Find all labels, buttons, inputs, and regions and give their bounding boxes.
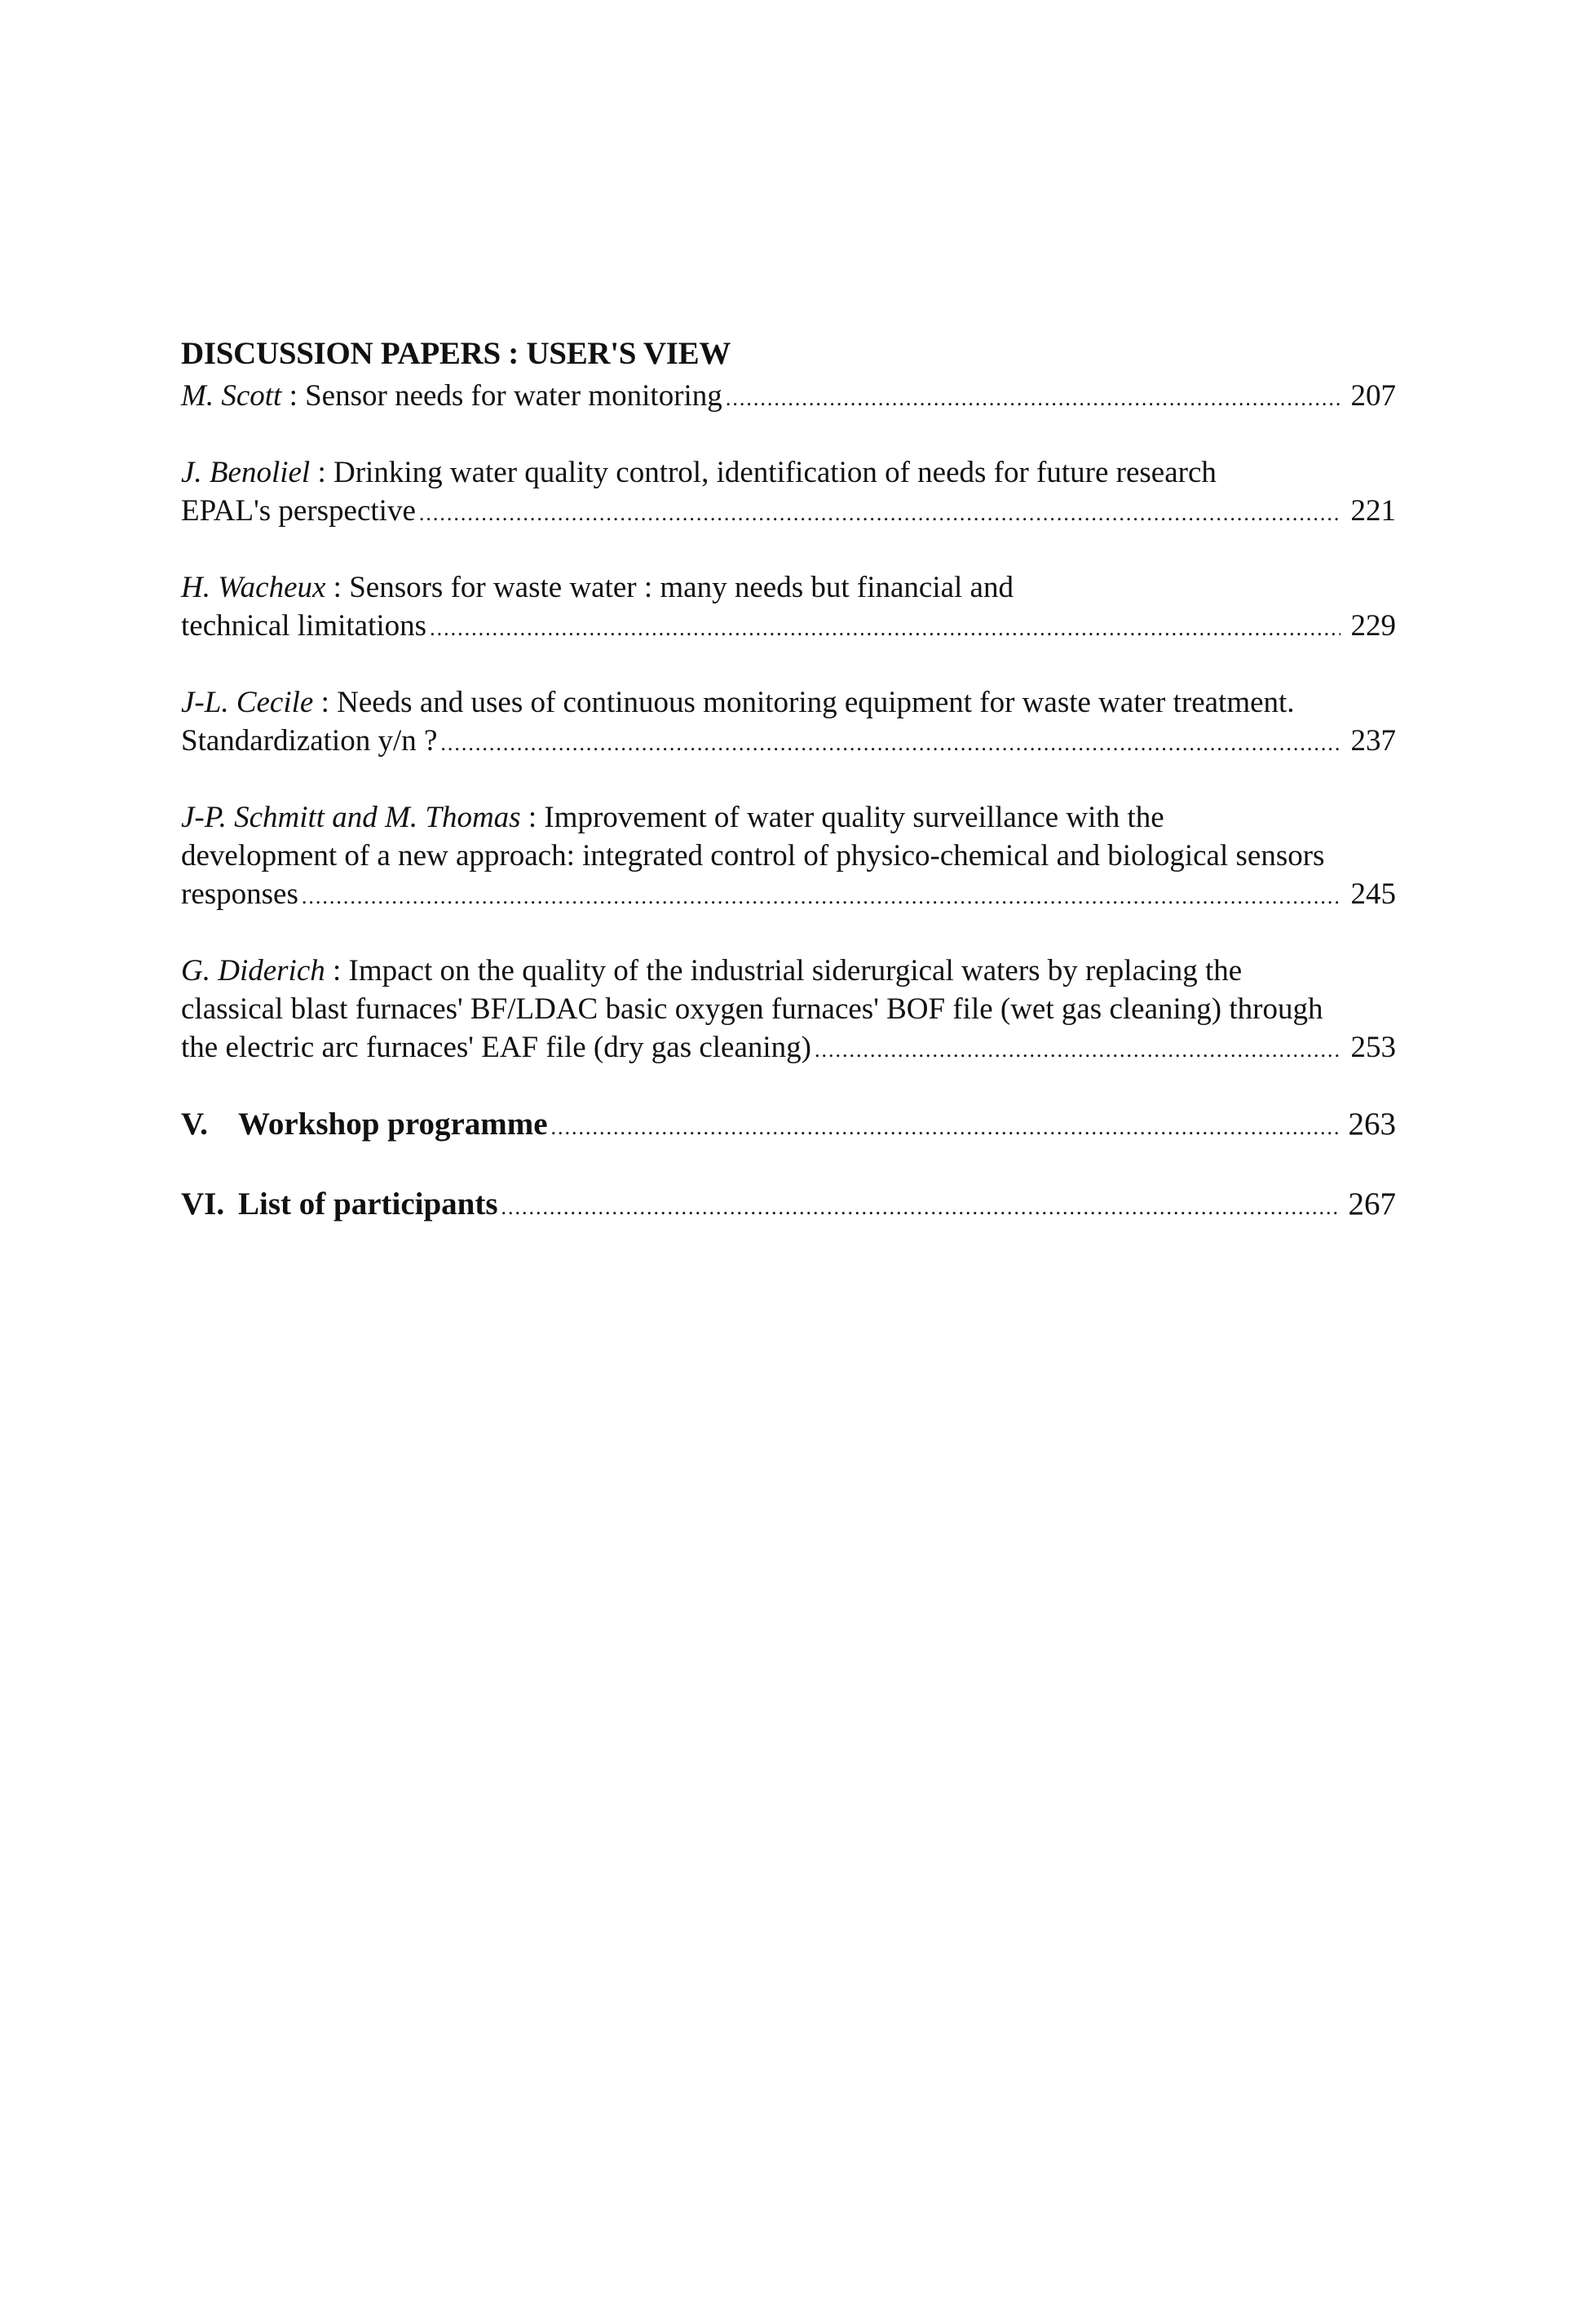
entry-title: Impact on the quality of the industrial siderurgical waters by replacing the [348, 954, 1243, 987]
toc-entry-line [181, 377, 1396, 418]
entry-title: Drinking water quality control, identification of needs for future research [333, 456, 1217, 489]
toc-entry-line [181, 1028, 1396, 1069]
entry-title: Sensors for waste water : many needs but financial and [349, 571, 1014, 604]
entry-author: J-P. Schmitt and M. Thomas [181, 801, 521, 834]
toc-part [181, 1105, 1396, 1147]
entry-author: G. Diderich [181, 954, 325, 987]
toc-entry-line [181, 568, 1396, 607]
entry-separator: : [325, 571, 350, 604]
part-page-number: 267 [1348, 1186, 1396, 1222]
toc-entry-line [181, 722, 1396, 762]
toc-part-line [181, 1185, 1396, 1227]
entry-title: Improvement of water quality surveillance with the [544, 801, 1164, 834]
dot-leader [726, 379, 1340, 418]
dot-leader [440, 724, 1340, 762]
toc-entry-line [181, 952, 1396, 990]
section-heading: DISCUSSION PAPERS : USER'S VIEW [181, 336, 731, 371]
entry-title-continued: EPAL's perspective [181, 494, 416, 528]
toc-entry-line [181, 607, 1396, 647]
toc-entry [181, 377, 1396, 418]
entry-page-number: 237 [1350, 724, 1396, 758]
toc-entry [181, 952, 1396, 1069]
part-title: List of participants [238, 1186, 498, 1222]
entry-author: J-L. Cecile [181, 686, 314, 719]
entry-title: Needs and uses of continuous monitoring equipment for waste water treatment. [337, 686, 1295, 719]
toc-part [181, 1185, 1396, 1227]
entry-page-number: 221 [1350, 494, 1396, 528]
entry-title-continued: classical blast furnaces' BF/LDAC basic oxygen furnaces' BOF file (wet gas cleaning) through [181, 992, 1323, 1026]
toc-entry [181, 798, 1396, 916]
entry-page-number: 229 [1350, 609, 1396, 643]
entry-separator: : [310, 456, 333, 489]
dot-leader [302, 877, 1340, 916]
entry-title: Sensor needs for water monitoring [305, 379, 722, 413]
table-of-contents [181, 334, 1396, 1265]
entry-title-continued: Standardization y/n ? [181, 724, 438, 758]
part-title: Workshop programme [238, 1107, 548, 1142]
entry-author: H. Wacheux [181, 571, 326, 604]
toc-part-line [181, 1105, 1396, 1147]
toc-entry-line [181, 453, 1396, 492]
toc-entry-line [181, 492, 1396, 532]
entry-separator: : [281, 379, 306, 413]
part-page-number: 263 [1348, 1107, 1396, 1142]
entry-author: M. Scott [181, 379, 282, 413]
entry-separator: : [313, 686, 338, 719]
dot-leader [501, 1188, 1340, 1227]
entry-author: J. Benoliel [181, 456, 311, 489]
entry-title-continued: development of a new approach: integrated control of physico-chemical and biological sensors [181, 839, 1325, 873]
toc-entry [181, 568, 1396, 647]
dot-leader [419, 494, 1340, 532]
toc-entry [181, 453, 1396, 532]
entry-page-number: 253 [1350, 1031, 1396, 1064]
entry-title-continued: responses [181, 877, 298, 911]
entry-page-number: 207 [1350, 379, 1396, 413]
toc-entry-line [181, 798, 1396, 837]
dot-leader [815, 1031, 1340, 1069]
entry-separator: : [325, 954, 349, 987]
toc-entry-line [181, 683, 1396, 722]
toc-entry [181, 683, 1396, 762]
entry-page-number: 245 [1350, 877, 1396, 911]
dot-leader [430, 609, 1340, 647]
part-numeral: VI. [181, 1186, 225, 1222]
dot-leader [551, 1108, 1340, 1147]
entry-separator: : [520, 801, 545, 834]
part-numeral: V. [181, 1107, 208, 1142]
entry-title-continued: the electric arc furnaces' EAF file (dry gas cleaning) [181, 1031, 812, 1064]
toc-entry-line [181, 875, 1396, 916]
entry-title-continued: technical limitations [181, 609, 427, 643]
